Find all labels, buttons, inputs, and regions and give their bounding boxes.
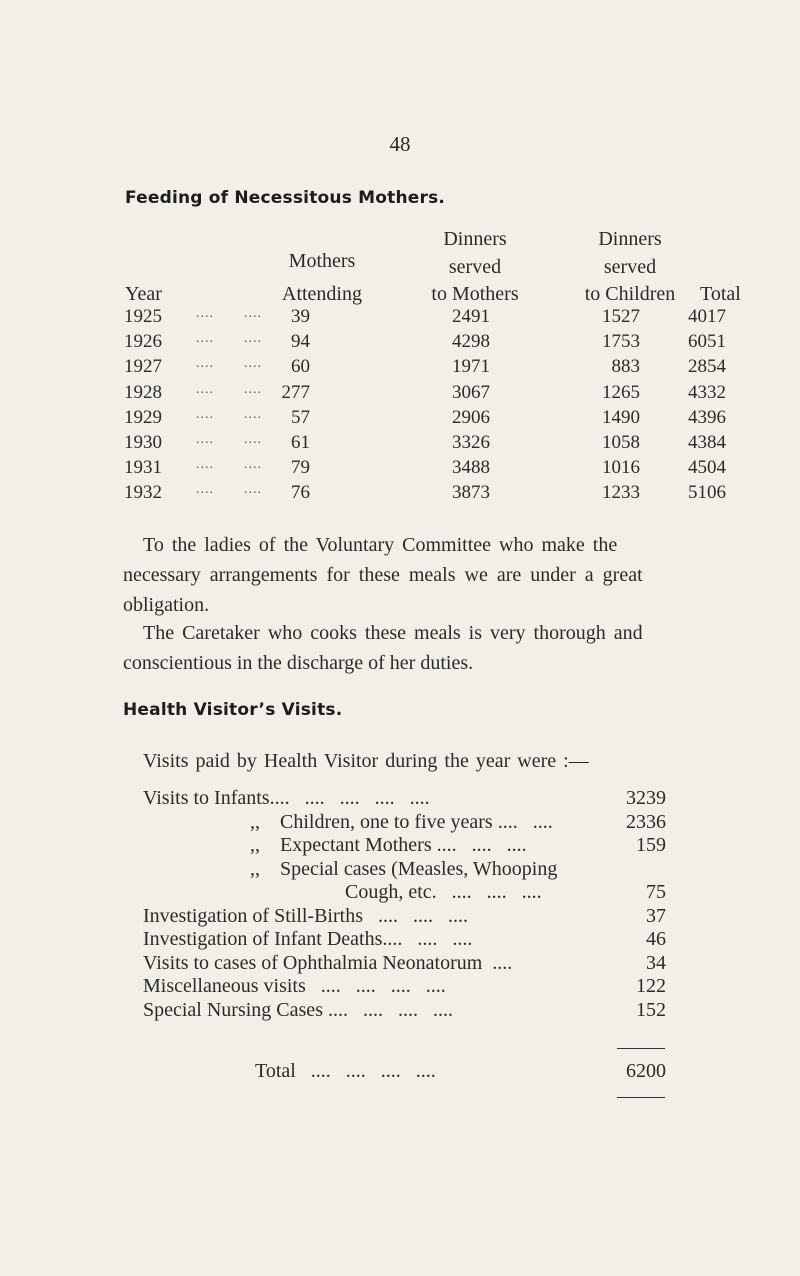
- paragraph-voluntary-committee: [123, 530, 753, 620]
- cell-total: 4332: [688, 381, 726, 403]
- visit-item-value: 152: [636, 998, 666, 1021]
- visit-item-label: ,, Children, one to five years .... ....: [250, 810, 553, 833]
- row-dots: ....: [244, 457, 262, 473]
- cell-mothers: 57: [291, 406, 310, 428]
- cell-year: 1928: [124, 381, 162, 403]
- paragraph-caretaker: [123, 618, 753, 678]
- header-mothers-line2: Attending: [282, 283, 362, 305]
- row-dots: ....: [196, 457, 214, 473]
- cell-dinners-mothers: 3326: [452, 432, 490, 453]
- row-dots: ....: [196, 381, 214, 397]
- visit-item-value: 34: [646, 951, 666, 974]
- visit-item-label: Miscellaneous visits .... .... .... ....: [143, 975, 446, 997]
- cell-total: 4396: [688, 406, 726, 428]
- visit-item-value: 46: [646, 928, 666, 950]
- header-total: Total: [700, 283, 741, 305]
- row-dots: ....: [244, 482, 262, 498]
- paragraph-line: necessary arrangements for these meals we are under a great: [123, 564, 643, 586]
- header-dinners-children-line3: to Children: [584, 283, 676, 305]
- header-year: Year: [125, 283, 162, 305]
- row-dots: ....: [244, 306, 262, 321]
- paragraph-line: To the ladies of the Voluntary Committee who make the: [143, 534, 618, 556]
- visit-item-value: 2336: [626, 810, 666, 833]
- cell-year: 1930: [124, 432, 162, 453]
- row-dots: ....: [196, 356, 214, 372]
- row-dots: ....: [196, 306, 214, 321]
- cell-dinners-children: 883: [611, 356, 640, 378]
- row-dots: ....: [244, 406, 262, 422]
- cell-dinners-mothers: 4298: [452, 331, 490, 353]
- visit-item-label: Investigation of Infant Deaths.... .... ....: [143, 928, 473, 950]
- visit-item-value: 122: [636, 975, 666, 997]
- visit-item-value: 3239: [626, 787, 666, 809]
- cell-total: 4384: [688, 432, 726, 453]
- row-dots: ....: [196, 331, 214, 347]
- cell-dinners-mothers: 3488: [452, 457, 490, 479]
- row-dots: ....: [244, 331, 262, 347]
- visit-item-value: 75: [646, 881, 666, 903]
- paragraph-line: The Caretaker who cooks these meals is very thorough and: [143, 622, 643, 644]
- cell-year: 1926: [124, 331, 162, 353]
- visit-item-label: Visits to cases of Ophthalmia Neonatorum ....: [143, 951, 513, 974]
- cell-total: 5106: [688, 482, 726, 504]
- row-dots: ....: [244, 356, 262, 372]
- cell-total: 6051: [688, 331, 726, 353]
- cell-year: 1929: [124, 406, 162, 428]
- page-number: 48: [389, 132, 411, 156]
- visit-item-label: Visits to Infants.... .... .... .... ....: [143, 787, 430, 809]
- row-dots: ....: [196, 482, 214, 498]
- health-heading: Health Visitor’s Visits.: [123, 700, 343, 720]
- visits-total-label: Total .... .... .... ....: [255, 1060, 436, 1082]
- visit-item-value: 37: [646, 904, 666, 927]
- cell-year: 1925: [124, 306, 162, 327]
- header-dinners-children-line2: served: [603, 256, 657, 278]
- total-rule-bottom: [617, 1097, 665, 1098]
- cell-dinners-children: 1058: [602, 432, 640, 453]
- visit-item-label: Cough, etc. .... .... ....: [345, 881, 542, 903]
- total-rule-top: [617, 1048, 665, 1049]
- cell-dinners-children: 1490: [602, 406, 640, 428]
- cell-total: 2854: [688, 356, 726, 378]
- visit-item-label: ,, Expectant Mothers .... .... ....: [250, 834, 527, 856]
- cell-year: 1932: [124, 482, 162, 504]
- cell-mothers: 94: [291, 331, 310, 353]
- visit-item-label: Investigation of Still-Births .... .... ....: [143, 904, 468, 927]
- cell-dinners-children: 1265: [602, 381, 640, 403]
- cell-total: 4504: [688, 457, 726, 479]
- cell-mothers: 60: [291, 356, 310, 378]
- paragraph-line: conscientious in the discharge of her duties.: [123, 652, 474, 674]
- cell-dinners-children: 1233: [602, 482, 640, 504]
- visit-item-value: 159: [636, 834, 666, 856]
- cell-dinners-children: 1527: [602, 306, 640, 327]
- header-dinners-mothers-line2: served: [448, 256, 502, 278]
- visits-total-value: 6200: [626, 1060, 666, 1082]
- paragraph-line: obligation.: [123, 594, 210, 616]
- row-dots: ....: [196, 432, 214, 447]
- cell-dinners-mothers: 3067: [452, 381, 490, 403]
- cell-dinners-mothers: 2491: [452, 306, 490, 327]
- header-mothers-line1: Mothers: [288, 250, 356, 272]
- cell-mothers: 79: [291, 457, 310, 479]
- cell-dinners-mothers: 2906: [452, 406, 490, 428]
- cell-dinners-children: 1016: [602, 457, 640, 479]
- cell-mothers: 39: [291, 306, 310, 327]
- visit-item-label: Special Nursing Cases .... .... .... ....: [143, 998, 453, 1021]
- cell-mothers: 61: [291, 432, 310, 453]
- cell-dinners-children: 1753: [602, 331, 640, 353]
- cell-mothers: 277: [281, 381, 310, 403]
- header-dinners-mothers-line3: to Mothers: [431, 283, 519, 305]
- row-dots: ....: [244, 381, 262, 397]
- feeding-heading: Feeding of Necessitous Mothers.: [125, 188, 446, 208]
- health-intro: Visits paid by Health Visitor during the year were :—: [143, 750, 589, 772]
- cell-dinners-mothers: 1971: [452, 356, 490, 378]
- cell-mothers: 76: [291, 482, 310, 504]
- cell-dinners-mothers: 3873: [452, 482, 490, 504]
- row-dots: ....: [196, 406, 214, 422]
- row-dots: ....: [244, 432, 262, 447]
- cell-year: 1927: [124, 356, 162, 378]
- header-dinners-mothers-line1: Dinners: [443, 228, 507, 250]
- cell-total: 4017: [688, 306, 726, 327]
- header-dinners-children-line1: Dinners: [598, 228, 662, 250]
- visit-item-label: ,, Special cases (Measles, Whooping: [250, 857, 558, 880]
- cell-year: 1931: [124, 457, 162, 479]
